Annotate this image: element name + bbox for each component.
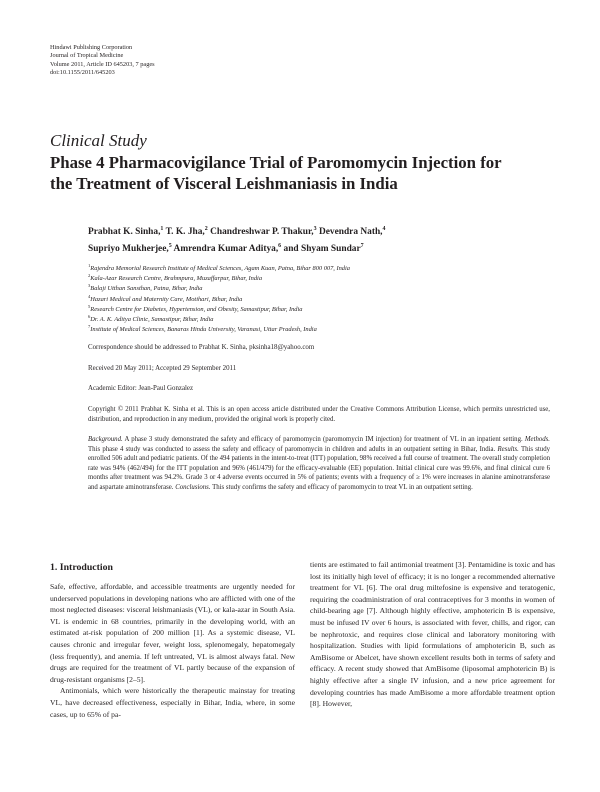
affiliation bbox=[88, 264, 558, 274]
author-name: T. K. Jha, bbox=[163, 227, 205, 237]
paper-title bbox=[50, 152, 590, 194]
body-column-left bbox=[50, 581, 295, 720]
author-sup: 7 bbox=[360, 242, 364, 249]
author-name: Prabhat K. Sinha, bbox=[88, 227, 161, 237]
title-line: the Treatment of Visceral Leishmaniasis in India bbox=[50, 174, 398, 193]
affiliation-text: Balaji Utthan Sansthan, Patna, Bihar, India bbox=[90, 285, 203, 293]
affiliation-list bbox=[88, 264, 558, 335]
abstract-label-conclusions: Conclusions. bbox=[175, 483, 211, 491]
author-sup: 4 bbox=[382, 225, 386, 232]
journal-name: Journal of Tropical Medicine bbox=[50, 52, 124, 60]
volume-info: Volume 2011, Article ID 645203, 7 pages bbox=[50, 60, 155, 68]
article-type: Clinical Study bbox=[50, 131, 147, 150]
affiliation bbox=[88, 274, 558, 284]
journal-header bbox=[50, 44, 155, 78]
abstract-label-methods: Methods. bbox=[524, 436, 550, 443]
author-line bbox=[88, 224, 558, 241]
abstract-label-background: Background. bbox=[88, 436, 123, 443]
affiliation bbox=[88, 305, 558, 315]
affiliation-text: Institute of Medical Sciences, Banaras Hindu University, Varanasi, Uttar Pradesh, India bbox=[90, 326, 317, 334]
affiliation-text: Hazari Medical and Maternity Care, Motihari, Bihar, India bbox=[90, 295, 243, 303]
author-name: Supriyo Mukherjee, bbox=[88, 244, 169, 254]
section-heading-introduction: 1. Introduction bbox=[50, 562, 113, 573]
title-line: Phase 4 Pharmacovigilance Trial of Paromomycin Injection for bbox=[50, 153, 502, 172]
affiliation-sup: 5 bbox=[88, 303, 91, 309]
affiliation-sup: 2 bbox=[88, 273, 91, 279]
correspondence: Correspondence should be addressed to Prabhat K. Sinha, pksinha18@yahoo.com bbox=[88, 344, 315, 351]
author-sup: 5 bbox=[168, 242, 172, 249]
abstract-conclusions: This study confirms the safety and efficacy of paromomycin to treat VL in an outpatient setting. bbox=[210, 483, 473, 491]
body-column-right bbox=[310, 559, 555, 710]
author-list bbox=[88, 224, 558, 258]
copyright-notice: Copyright © 2011 Prabhat K. Sinha et al. This is an open access article distributed under the Creative Commons Attribution License, which permits unrestricted use, distribution, and reproduction in any medium, provided the original work is properly cited. bbox=[88, 406, 550, 423]
affiliation-sup: 6 bbox=[88, 313, 91, 319]
affiliation-sup: 1 bbox=[88, 262, 91, 268]
abstract-methods: This phase 4 study was conducted to assess the safety and efficacy of paromomycin in children and adults in an outpatient setting in Bihar, India. bbox=[88, 445, 498, 453]
author-name: and Shyam Sundar bbox=[281, 244, 361, 254]
affiliation-text: Rajendra Memorial Research Institute of Medical Sciences, Agam Kuan, Patna, Bihar 800 007, India bbox=[90, 265, 350, 272]
affiliation bbox=[88, 295, 558, 305]
author-sup: 3 bbox=[313, 225, 317, 232]
author-sup: 2 bbox=[204, 225, 208, 232]
affiliation bbox=[88, 284, 558, 294]
publisher: Hindawi Publishing Corporation bbox=[50, 44, 133, 51]
affiliation bbox=[88, 315, 558, 325]
affiliation-sup: 7 bbox=[88, 324, 91, 330]
author-line bbox=[88, 241, 558, 258]
abstract-label-results: Results. bbox=[497, 445, 519, 453]
author-sup: 6 bbox=[278, 242, 282, 249]
academic-editor: Academic Editor: Jean-Paul Gonzalez bbox=[88, 385, 194, 392]
author-name: Amrendra Kumar Aditya, bbox=[171, 244, 279, 254]
author-name: Devendra Nath, bbox=[316, 227, 383, 237]
author-sup: 1 bbox=[160, 225, 164, 232]
abstract-results: This study enrolled 506 adult and pediatric patients. Of the 494 patients in the intent-to-treat (ITT) population, 98% received a full course of treatment. The overall study completion rate was 94% (462/494) for the ITT population and 96% (461/479) for the efficacy-evaluable (EE) population. Initial clinical cure was 99.6%, and final clinical cure 6 months after treatment was 94.2%. Grade 3 or 4 adverse events occurred in 5% of patients; events with a frequency of ≥ 1% were increases in alanine aminotransferase and aspartate aminotransferase. bbox=[88, 445, 550, 491]
abstract bbox=[88, 435, 550, 493]
received-accepted-dates: Received 20 May 2011; Accepted 29 September 2011 bbox=[88, 365, 237, 372]
affiliation bbox=[88, 325, 558, 335]
body-paragraph: tients are estimated to fail antimonial treatment [3]. Pentamidine is toxic and has lost its initially high level of efficacy; it is no longer a recommended alternative treatment for VL [6]. The oral drug miltefosine is expensive and teratogenic, requiring the coadministration of oral contraceptives for 3 months in women of child-bearing age [7]. Although highly effective, amphotericin B is expensive, must be infused IV over 6 hours, is associated with fever, chills, and rigor, can be nephrotoxic, and requires close clinical and laboratory monitoring with hospitalization. Studies with lipid formulations of amphotericin B, such as AmBisome or Abelcet, have shown excellent results both in terms of safety and efficacy. A recent study showed that AmBisome (liposomal amphotericin B) is highly effective after a single IV infusion, and a new price agreement for developing countries has made AmBisome a more affordable treatment option [8]. However, bbox=[310, 560, 555, 709]
abstract-background: A phase 3 study demonstrated the safety and efficacy of paromomycin (paromomycin IM injection) for treatment of VL in an inpatient setting. bbox=[122, 436, 525, 443]
author-name: Chandreshwar P. Thakur, bbox=[207, 227, 314, 237]
doi: doi:10.1155/2011/645203 bbox=[50, 69, 115, 77]
affiliation-sup: 4 bbox=[88, 293, 91, 299]
affiliation-text: Dr. A. K. Aditya Clinic, Samastipur, Bihar, India bbox=[90, 316, 214, 324]
body-paragraph: Antimonials, which were historically the therapeutic mainstay for treating VL, have decreased effectiveness, especially in Bihar, India, where, in some cases, up to 65% of pa- bbox=[50, 686, 295, 719]
affiliation-text: Kala-Azar Research Centre, Brahmpura, Muzaffarpur, Bihar, India bbox=[90, 275, 263, 283]
affiliation-text: Research Centre for Diabetes, Hypertension, and Obesity, Samastipur, Bihar, India bbox=[90, 305, 303, 313]
body-paragraph: Safe, effective, affordable, and accessible treatments are urgently needed for underserved populations in developing nations who are afflicted with one of the most neglected diseases: visceral leishmaniasis (VL), or kala-azar in South Asia. VL is endemic in 68 countries, primarily in the developing world, with an estimated at-risk population of 200 million [1]. As a systemic disease, VL causes chronic and irregular fever, weight loss, splenomegaly, hepatomegaly (less frequently), and anemia. If left untreated, VL is almost always fatal. New drugs are required for the treatment of VL partly because of the expansion of drug-resistant organisms [2–5]. bbox=[50, 582, 295, 684]
affiliation-sup: 3 bbox=[88, 283, 91, 289]
